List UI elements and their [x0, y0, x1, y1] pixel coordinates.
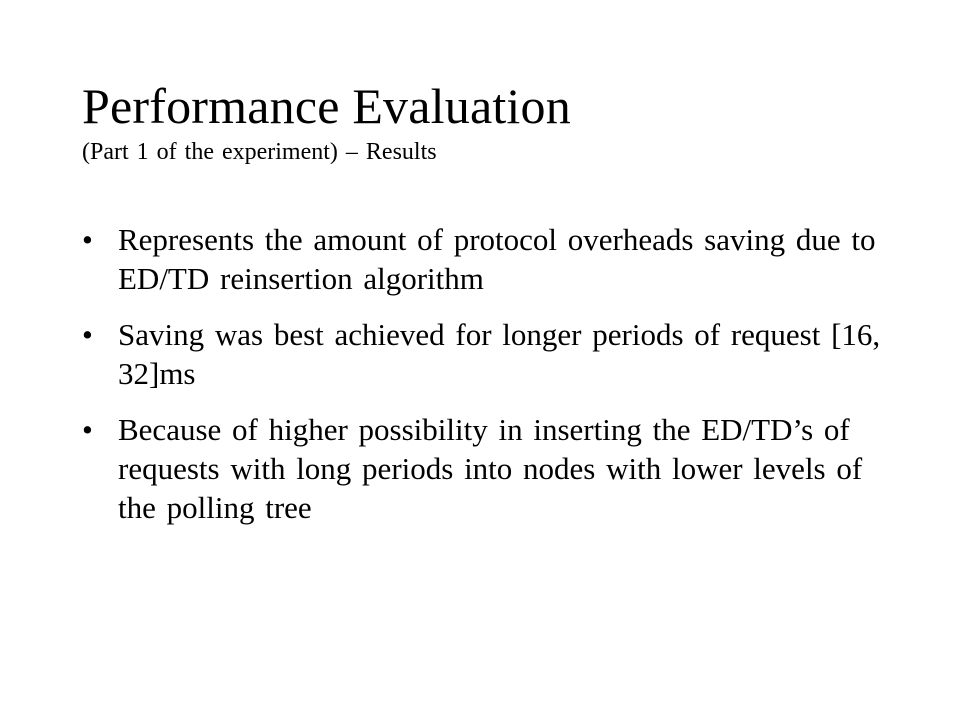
slide-title: Performance Evaluation: [82, 78, 571, 134]
bullet-text: Represents the amount of protocol overheads saving due to ED/TD reinsertion algorithm: [118, 222, 876, 296]
slide-subtitle: (Part 1 of the experiment) – Results: [82, 139, 437, 165]
bullet-item: [82, 410, 882, 527]
title-block: [82, 76, 902, 166]
bullet-icon: •: [82, 222, 93, 257]
bullet-icon: •: [82, 317, 93, 352]
bullet-item: [82, 220, 882, 298]
bullet-text: Saving was best achieved for longer periods of request [16, 32]ms: [118, 317, 881, 391]
bullet-icon: •: [82, 412, 93, 447]
bullet-item: [82, 315, 882, 393]
bullet-text: Because of higher possibility in inserting the ED/TD’s of requests with long periods into nodes with lower levels of the polling tree: [118, 412, 863, 525]
bullet-list: [82, 220, 882, 544]
